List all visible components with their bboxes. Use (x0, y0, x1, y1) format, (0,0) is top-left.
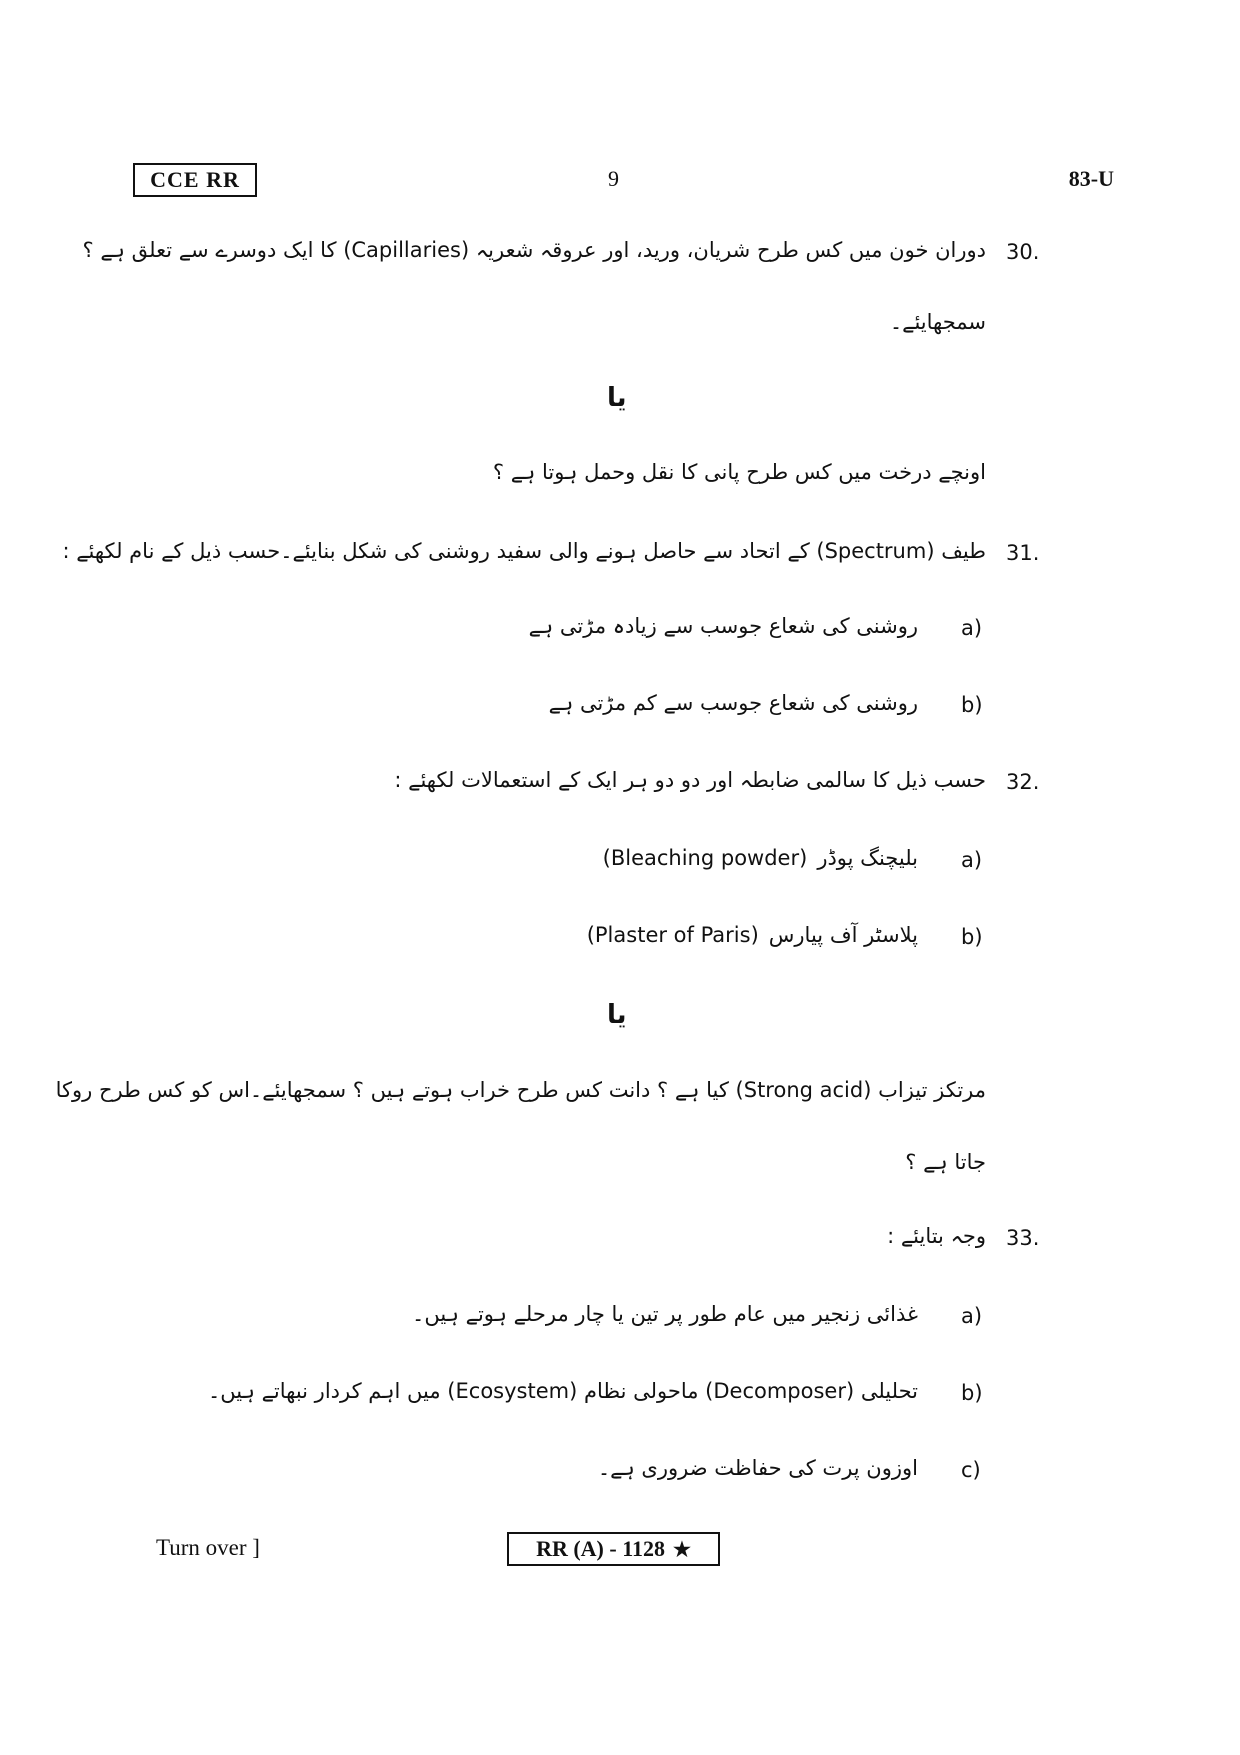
q32-number: 32. (1006, 770, 1040, 794)
paper-code: 83-U (1068, 166, 1114, 191)
page-number: 9 (608, 166, 619, 191)
q32-part-a-label: a) (961, 848, 983, 872)
q30-alternative: اونچے درخت میں کس طرح پانی کا نقل وحمل ہوتا ہے ؟ (492, 460, 986, 484)
q33-part-a-label: a) (961, 1304, 983, 1328)
q32-part-a (603, 846, 918, 871)
star-icon: ★ (673, 1538, 691, 1561)
q31-part-b-label: b) (961, 693, 983, 717)
q31-text: طیف (Spectrum) کے اتحاد سے حاصل ہونے والی سفید روشنی کی شکل بنایئے۔حسب ذیل کے نام لکھئے : (62, 539, 986, 563)
q32-alt-line1: مرتکز تیزاب (Strong acid) کیا ہے ؟ دانت کس طرح خراب ہوتے ہیں ؟ سمجھایئے۔اس کو کس طرح روکا (55, 1078, 986, 1102)
q32-text: حسب ذیل کا سالمی ضابطہ اور دو دو ہر ایک کے استعمالات لکھئے : (394, 768, 986, 792)
q31-part-a-text: روشنی کی شعاع جوسب سے زیادہ مڑتی ہے (528, 614, 918, 638)
q30-line1: دوران خون میں کس طرح شریان، ورید، اور عروقہ شعریہ (Capillaries) کا ایک دوسرے سے تعلق ہے ؟ (82, 238, 986, 262)
q33-number: 33. (1006, 1226, 1040, 1250)
q32-or-label: یا (607, 1000, 627, 1030)
q32-part-a-english: (Bleaching powder) (602, 846, 808, 870)
q32-alt-line2: جاتا ہے ؟ (905, 1150, 986, 1174)
q33-part-c-text: اوزون پرت کی حفاظت ضروری ہے۔ (597, 1456, 918, 1480)
q32-part-b (587, 923, 918, 948)
q32-part-b-english: (Plaster of Paris) (586, 923, 759, 947)
q33-part-b-label: b) (961, 1381, 983, 1405)
q31-part-b-text: روشنی کی شعاع جوسب سے کم مڑتی ہے (548, 691, 918, 715)
q33-part-c-label: c) (961, 1458, 981, 1482)
q33-text: وجہ بتایئے : (887, 1224, 986, 1248)
q33-part-b-text: تحلیلی (Decomposer) ماحولی نظام (Ecosystem) میں اہم کردار نبھاتے ہیں۔ (207, 1379, 918, 1403)
turn-over-label: Turn over ] (156, 1535, 260, 1560)
q31-number: 31. (1006, 541, 1040, 565)
q30-number: 30. (1006, 240, 1040, 264)
header-code-text: CCE RR (150, 167, 240, 192)
q32-part-b-urdu: پلاسٹر آف پیارس (768, 923, 918, 947)
booklet-code: RR (A) - 1128 (536, 1536, 665, 1561)
q32-part-a-urdu: بلیچنگ پوڈر (817, 846, 918, 870)
q30-line2: سمجھایئے۔ (889, 310, 986, 334)
q30-or-label: یا (607, 383, 627, 413)
booklet-code-box (507, 1532, 720, 1566)
q32-part-b-label: b) (961, 925, 983, 949)
header-code-box (133, 163, 257, 197)
q31-part-a-label: a) (961, 616, 983, 640)
q33-part-a-text: غذائی زنجیر میں عام طور پر تین یا چار مرحلے ہوتے ہیں۔ (412, 1302, 918, 1326)
